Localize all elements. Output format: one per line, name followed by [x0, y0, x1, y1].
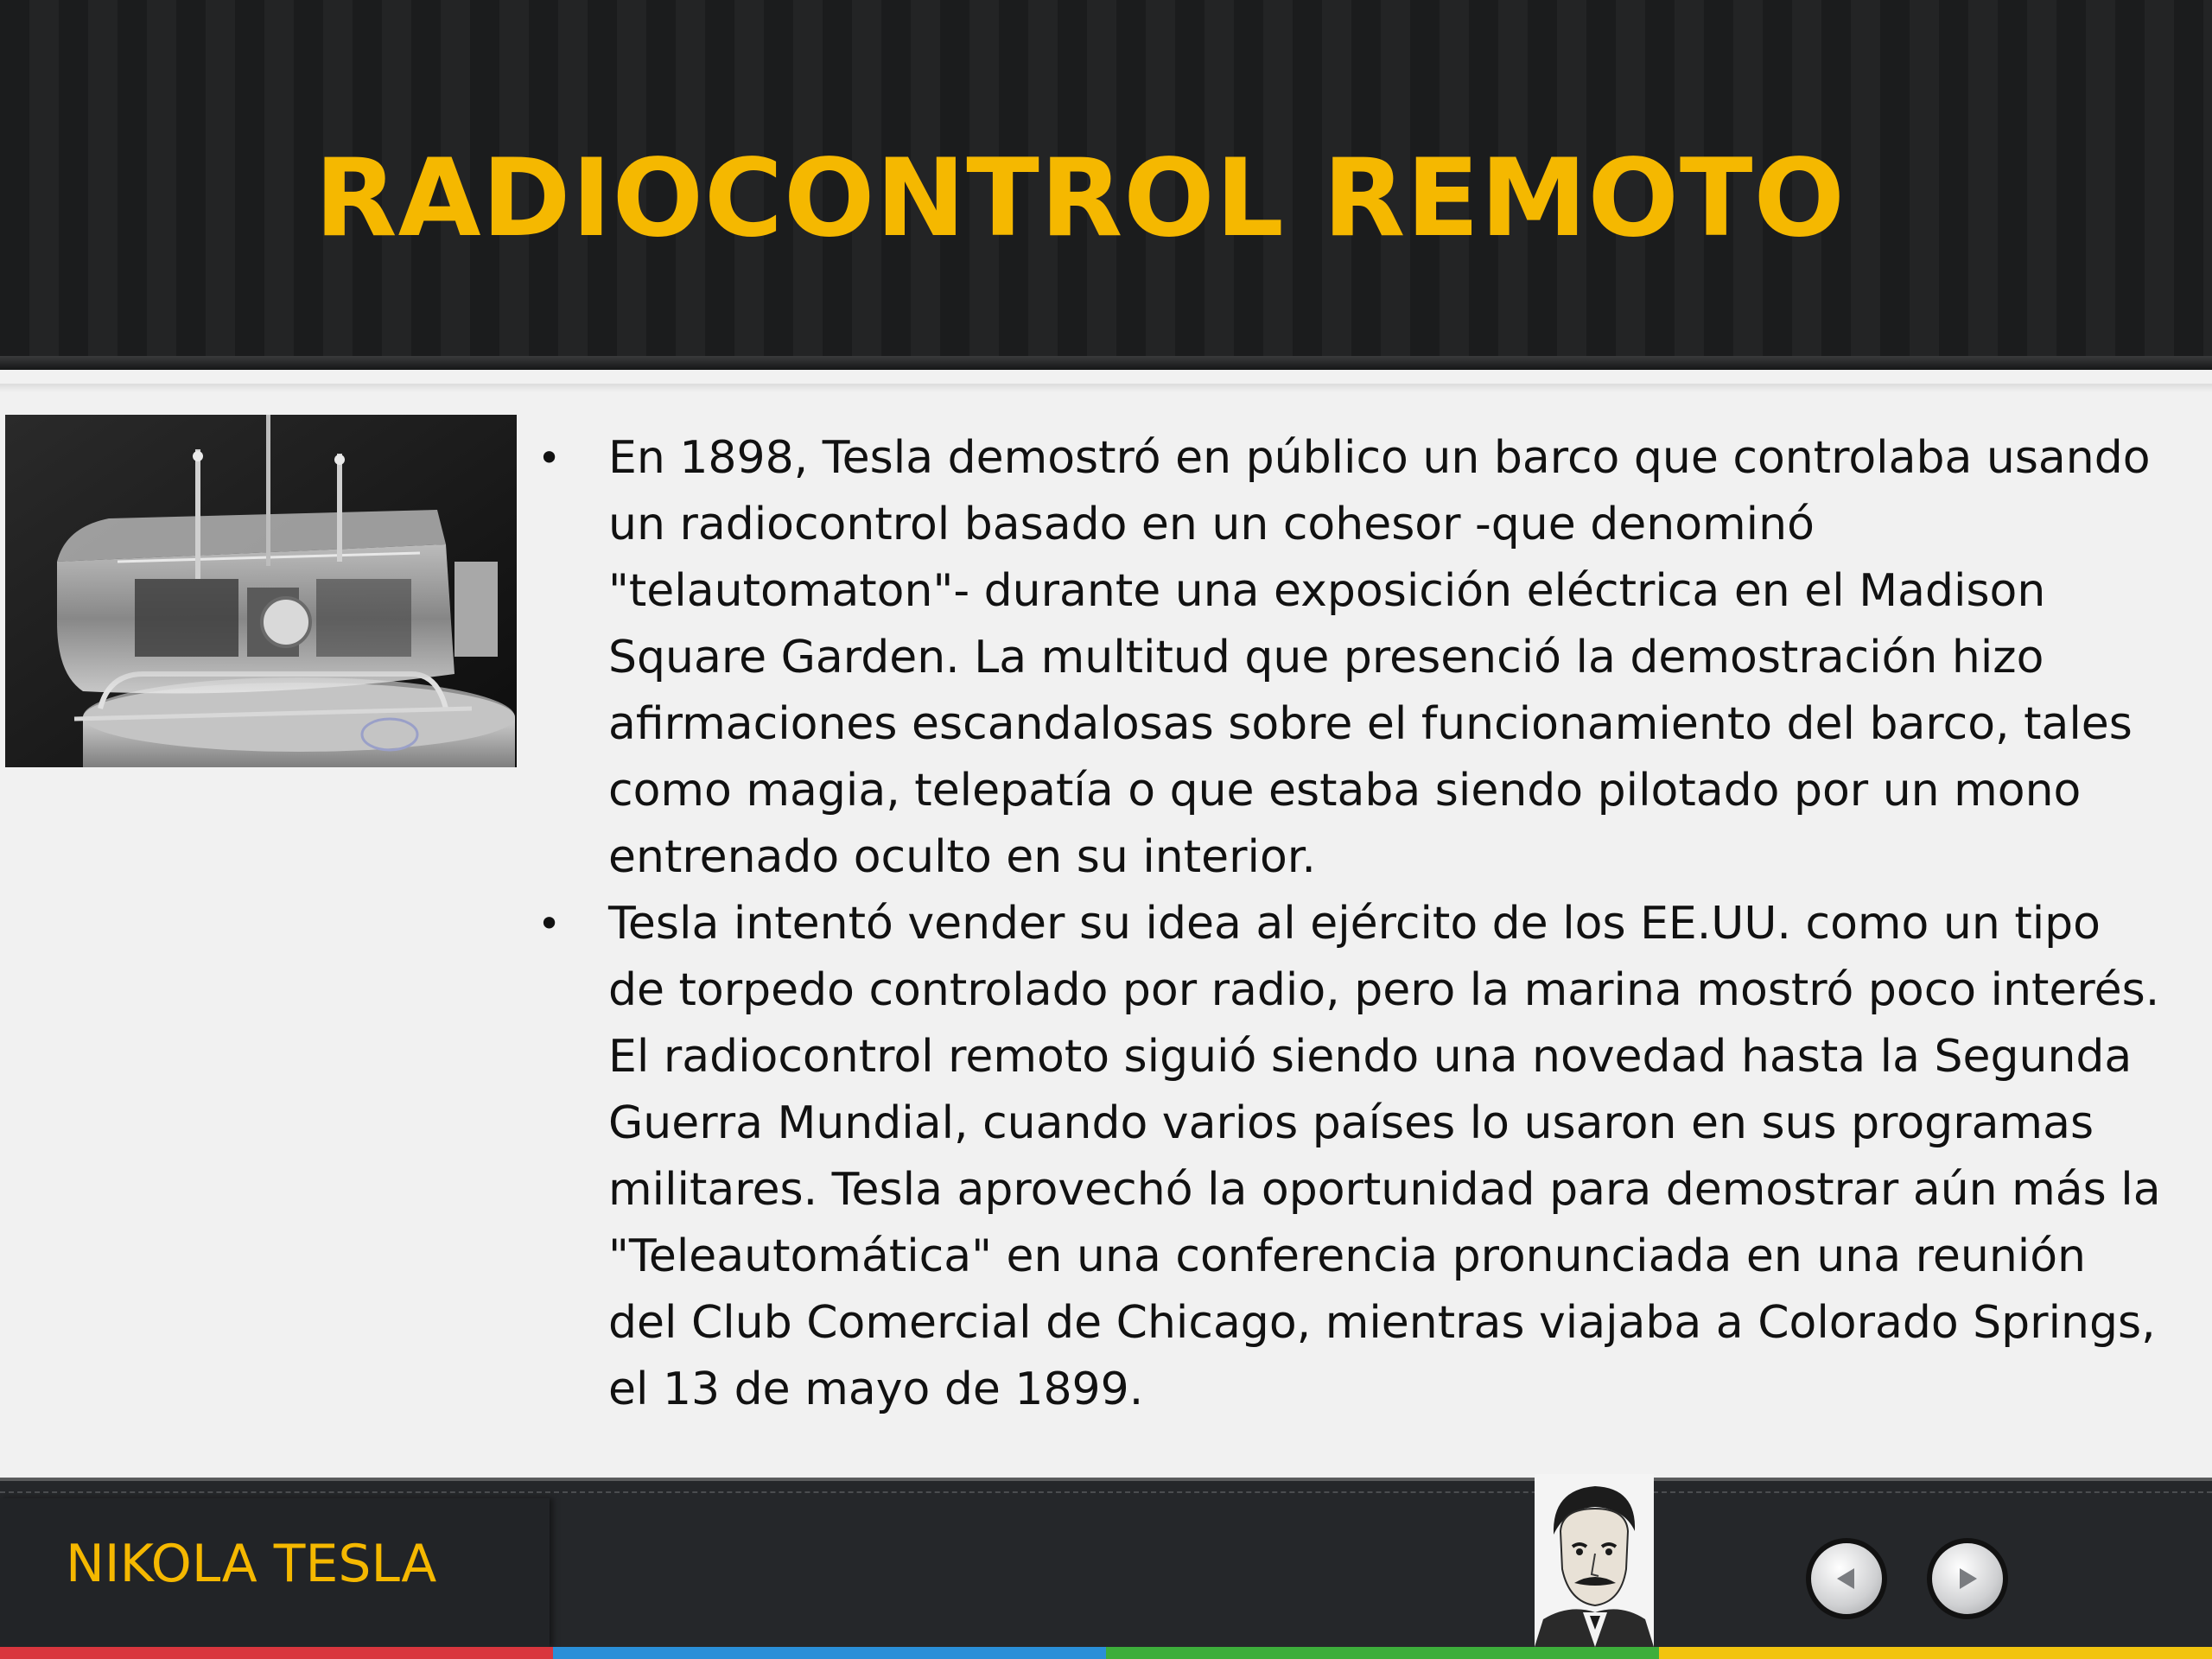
boat-photo	[5, 415, 517, 767]
color-strip-green	[1106, 1647, 1659, 1659]
bullet-marker: •	[537, 900, 562, 947]
bullet-text: En 1898, Tesla demostró en público un barco que controlaba usando un radiocontrol basado en un cohesor -que denominó "telautomaton"- durante una exposición eléctrica en el Madison Square Garden. La multitud que presenció la demostración hizo afirmaciones escandalosas sobre el funcionamiento del barco, tales como magia, telepatía o que estaba siendo pilotado por un mono entrenado oculto en su interior.	[608, 432, 2151, 883]
bullet-list	[532, 425, 2165, 1423]
color-strip-blue	[553, 1647, 1106, 1659]
bullet-item	[532, 425, 2165, 891]
bullet-marker: •	[537, 435, 562, 481]
bullet-item	[532, 891, 2165, 1423]
previous-slide-button[interactable]	[1806, 1538, 1887, 1619]
triangle-left-icon	[1811, 1543, 1882, 1614]
slide-title: RADIOCONTROL REMOTO	[315, 137, 1846, 261]
header-band	[0, 0, 2212, 370]
footer-stitch	[0, 1491, 2212, 1493]
color-strip-yellow	[1659, 1647, 2212, 1659]
header-shadow	[0, 384, 2212, 392]
footer-name: NIKOLA TESLA	[66, 1534, 437, 1594]
triangle-right-icon	[1932, 1543, 2003, 1614]
tesla-portrait	[1535, 1474, 1654, 1647]
bullet-text: Tesla intentó vender su idea al ejército de los EE.UU. como un tipo de torpedo controlado por radio, pero la marina mostró poco interés. El radiocontrol remoto siguió siendo una novedad hasta la Segunda Guerra Mundial, cuando varios países lo usaron en sus programas militares. Tesla aprovechó la oportunidad para demostrar aún más la "Teleautomática" en una conferencia pronunciada en una reunión del Club Comercial de Chicago, mientras viajaba a Colorado Springs, el 13 de mayo de 1899.	[608, 898, 2161, 1415]
color-strip-red	[0, 1647, 553, 1659]
next-slide-button[interactable]	[1927, 1538, 2008, 1619]
